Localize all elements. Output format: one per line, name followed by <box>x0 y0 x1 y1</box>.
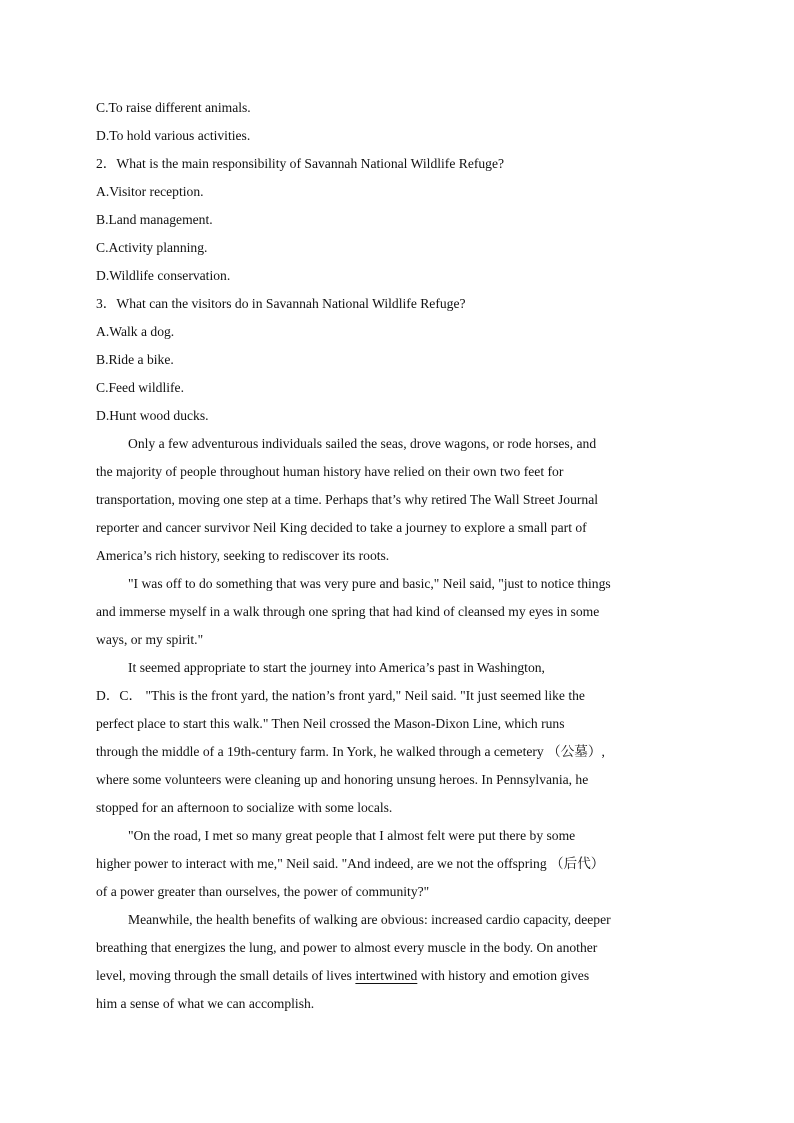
passage-line: and immerse myself in a walk through one spring that had kind of cleansed my eyes in some <box>96 604 600 619</box>
question-2: 2．What is the main responsibility of Savannah National Wildlife Refuge? <box>96 156 505 171</box>
option-a-q2: A.Visitor reception. <box>96 184 204 199</box>
option-d-q3: D.Hunt wood ducks. <box>96 408 209 423</box>
passage-paragraph-2 <box>96 570 698 654</box>
passage-paragraph-5 <box>96 906 698 1018</box>
passage-line: ways, or my spirit." <box>96 632 204 647</box>
passage-line: America’s rich history, seeking to rediscover its roots. <box>96 548 390 563</box>
passage-paragraph-1 <box>96 430 698 570</box>
passage-line: where some volunteers were cleaning up and honoring unsung heroes. In Pennsylvania, he <box>96 772 589 787</box>
option-c-q3: C.Feed wildlife. <box>96 380 184 395</box>
option-c-q1: C.To raise different animals. <box>96 100 251 115</box>
passage-line: "I was off to do something that was very pure and basic," Neil said, "just to notice things <box>128 576 611 591</box>
passage-line <box>96 962 698 990</box>
passage-line: the majority of people throughout human history have relied on their own two feet for <box>96 464 564 479</box>
option-b-q3: B.Ride a bike. <box>96 352 174 367</box>
passage-line: through the middle of a 19th-century farm. In York, he walked through a cemetery （公墓）, <box>96 744 605 759</box>
option-b-q2: B.Land management. <box>96 212 213 227</box>
passage-line: breathing that energizes the lung, and power to almost every muscle in the body. On another <box>96 940 598 955</box>
passage-line: D．C． "This is the front yard, the nation’s front yard," Neil said. "It just seemed like the <box>96 688 585 703</box>
passage-line-end: with history and emotion gives <box>417 968 590 983</box>
passage-line: It seemed appropriate to start the journey into America’s past in Washington, <box>128 660 545 675</box>
document-page <box>96 94 698 1018</box>
passage-line: perfect place to start this walk." Then Neil crossed the Mason-Dixon Line, which runs <box>96 716 565 731</box>
option-c-q2: C.Activity planning. <box>96 240 208 255</box>
underlined-word: intertwined <box>355 968 418 983</box>
passage-line: reporter and cancer survivor Neil King decided to take a journey to explore a small part of <box>96 520 587 535</box>
passage-line: of a power greater than ourselves, the power of community?" <box>96 884 430 899</box>
option-a-q3: A.Walk a dog. <box>96 324 175 339</box>
passage-line: "On the road, I met so many great people that I almost felt were put there by some <box>128 828 576 843</box>
passage-line: higher power to interact with me," Neil said. "And indeed, are we not the offspring （后代） <box>96 856 605 871</box>
passage-line: stopped for an afternoon to socialize with some locals. <box>96 800 393 815</box>
passage-line-start: level, moving through the small details of lives <box>96 968 352 983</box>
option-d-q1: D.To hold various activities. <box>96 128 251 143</box>
option-d-q2: D.Wildlife conservation. <box>96 268 231 283</box>
passage-line: him a sense of what we can accomplish. <box>96 996 315 1011</box>
question-3: 3．What can the visitors do in Savannah National Wildlife Refuge? <box>96 296 466 311</box>
passage-line: transportation, moving one step at a time. Perhaps that’s why retired The Wall Street Journal <box>96 492 599 507</box>
passage-paragraph-3 <box>96 654 698 822</box>
passage-line: Meanwhile, the health benefits of walking are obvious: increased cardio capacity, deeper <box>128 912 611 927</box>
passage-line: Only a few adventurous individuals sailed the seas, drove wagons, or rode horses, and <box>128 436 597 451</box>
passage-paragraph-4 <box>96 822 698 906</box>
